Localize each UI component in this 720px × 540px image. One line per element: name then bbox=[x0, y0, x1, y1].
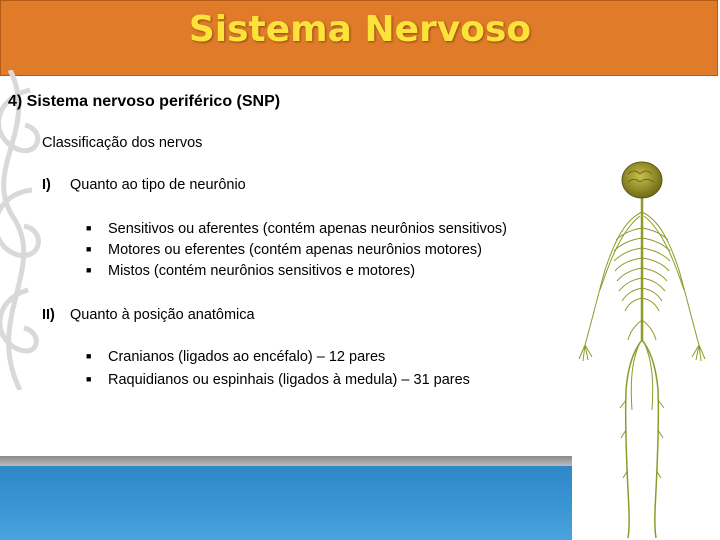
list-item-text: Cranianos (ligados ao encéfalo) – 12 pares bbox=[108, 349, 386, 365]
subtitle: Classificação dos nervos bbox=[42, 135, 203, 151]
bullet-icon: ■ bbox=[86, 244, 92, 254]
list-item bbox=[86, 372, 470, 388]
bullet-icon: ■ bbox=[86, 223, 92, 233]
section-1-numeral: I) bbox=[42, 177, 51, 193]
list-item-text: Sensitivos ou aferentes (contém apenas neurônios sensitivos) bbox=[108, 221, 507, 237]
section-heading: 4) Sistema nervoso periférico (SNP) bbox=[8, 93, 281, 110]
list-item bbox=[86, 349, 385, 365]
list-item-text: Mistos (contém neurônios sensitivos e motores) bbox=[108, 263, 416, 279]
footer-divider bbox=[0, 456, 572, 466]
list-item bbox=[86, 263, 415, 279]
section-2 bbox=[42, 307, 255, 323]
title-banner bbox=[0, 0, 718, 76]
nervous-system-illustration bbox=[570, 150, 720, 540]
section-2-label: Quanto à posição anatômica bbox=[70, 307, 255, 323]
section-2-numeral: II) bbox=[42, 307, 55, 323]
bullet-icon: ■ bbox=[86, 265, 92, 275]
bullet-icon: ■ bbox=[86, 374, 92, 384]
bullet-icon: ■ bbox=[86, 351, 92, 361]
footer-band bbox=[0, 466, 572, 540]
list-item-text: Motores ou eferentes (contém apenas neurônios motores) bbox=[108, 242, 482, 258]
decorative-swirl bbox=[0, 70, 50, 390]
list-item-text: Raquidianos ou espinhais (ligados à medula) – 31 pares bbox=[108, 372, 470, 388]
section-1-label: Quanto ao tipo de neurônio bbox=[70, 177, 246, 193]
section-1 bbox=[42, 177, 246, 193]
list-item bbox=[86, 221, 507, 237]
list-item bbox=[86, 242, 482, 258]
slide-title: Sistema Nervoso bbox=[188, 9, 532, 50]
